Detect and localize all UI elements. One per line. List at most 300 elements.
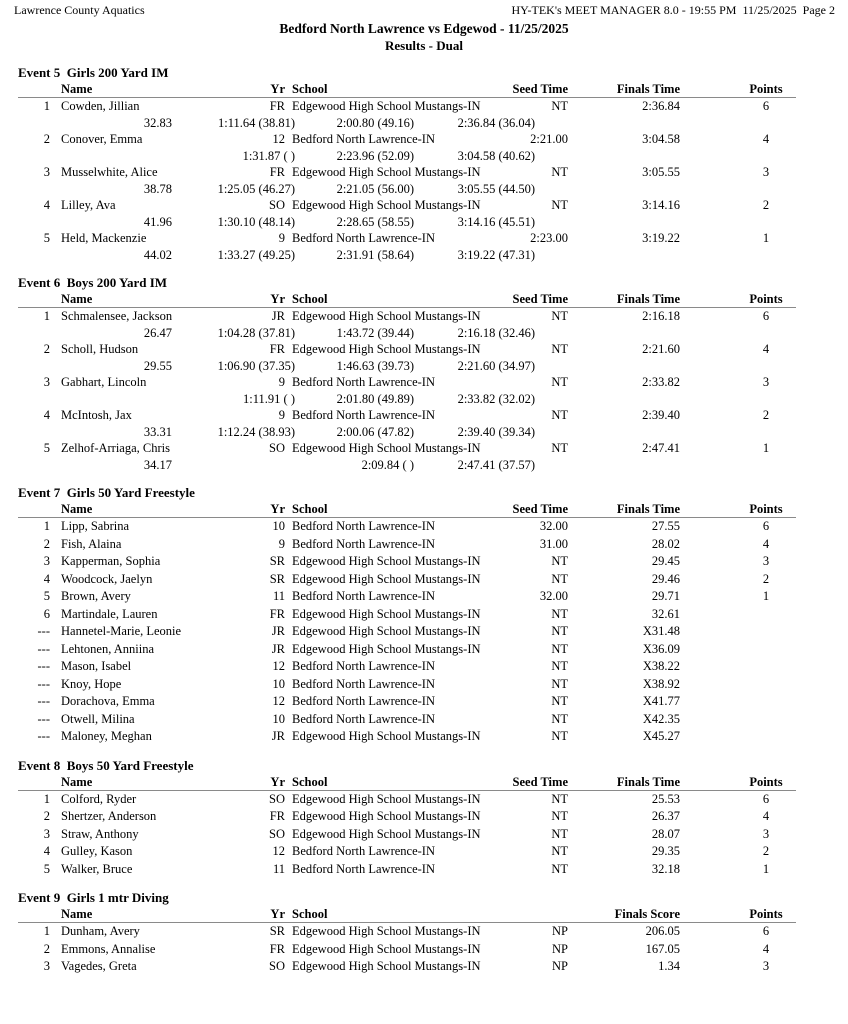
swimmer-name: Scholl, Hudson	[61, 342, 139, 356]
school-cell: Edgewood High School Mustangs-IN	[292, 571, 481, 586]
col-header-school: School	[292, 907, 328, 921]
place-cell: 3	[43, 959, 50, 973]
result-row	[18, 588, 796, 606]
event-section	[18, 485, 796, 746]
points-cell: 6	[762, 309, 770, 323]
year-cell: JR	[271, 641, 285, 656]
result-row	[18, 693, 796, 711]
result-row	[18, 98, 796, 116]
swimmer-name: Lehtonen, Anniina	[61, 641, 155, 656]
year-cell: SO	[269, 198, 285, 212]
points-cell: 4	[762, 342, 770, 356]
result-row	[18, 623, 796, 641]
place-cell: 1	[43, 309, 50, 323]
col-header-finals-time: Finals Time	[616, 292, 680, 306]
event-title: Event 9 Girls 1 mtr Diving	[18, 890, 169, 905]
col-header-finals-time: Finals Time	[616, 502, 680, 516]
swimmer-name: Martindale, Lauren	[61, 606, 158, 621]
year-cell: 9	[278, 231, 285, 245]
place-cell: 2	[43, 809, 50, 823]
points-cell: 4	[762, 536, 770, 551]
split-time: 1:46.63 (39.73)	[336, 358, 414, 373]
finals-time-cell: X36.09	[642, 641, 680, 656]
place-cell: 1	[43, 924, 50, 938]
splits-row	[18, 425, 796, 441]
split-time: 1:30.10 (48.14)	[217, 214, 295, 229]
school-cell: Bedford North Lawrence-IN	[292, 589, 435, 603]
place-cell: 4	[43, 198, 50, 212]
place-cell: ---	[37, 694, 50, 708]
place-cell: ---	[37, 729, 50, 743]
col-header-yr: Yr	[270, 502, 285, 516]
seed-time-cell: NT	[551, 99, 568, 113]
place-cell: 3	[43, 826, 50, 841]
swimmer-name: Maloney, Meghan	[61, 729, 152, 743]
result-row	[18, 553, 796, 571]
split-time: 1:11.91 ( )	[243, 391, 295, 406]
col-header-yr: Yr	[270, 292, 285, 306]
seed-time-cell: NT	[551, 861, 568, 876]
finals-time-cell: 2:21.60	[642, 342, 680, 356]
split-time: 32.83	[143, 115, 172, 130]
place-cell: ---	[37, 676, 50, 691]
school-cell: Edgewood High School Mustangs-IN	[292, 554, 481, 568]
year-cell: 9	[278, 536, 285, 551]
place-cell: 5	[43, 589, 50, 603]
finals-time-cell: 28.07	[651, 826, 680, 841]
splits-row	[18, 116, 796, 132]
school-cell: Edgewood High School Mustangs-IN	[292, 924, 481, 938]
finals-time-cell: 32.18	[651, 861, 680, 876]
col-header-name: Name	[61, 82, 93, 96]
split-time: 38.78	[143, 181, 172, 196]
finals-time-cell: 25.53	[651, 791, 680, 806]
school-cell: Edgewood High School Mustangs-IN	[292, 624, 481, 638]
school-cell: Bedford North Lawrence-IN	[292, 844, 435, 858]
swimmer-name: Schmalensee, Jackson	[61, 309, 173, 323]
place-cell: 5	[43, 231, 50, 245]
seed-time-cell: NT	[551, 694, 568, 708]
seed-time-cell: 32.00	[539, 519, 568, 533]
col-header-points: Points	[749, 774, 783, 789]
school-cell: Bedford North Lawrence-IN	[292, 231, 435, 245]
page-header	[0, 0, 848, 17]
school-cell: Edgewood High School Mustangs-IN	[292, 641, 481, 656]
col-header-school: School	[292, 774, 328, 789]
year-cell: FR	[269, 165, 285, 179]
finals-time-cell: 29.35	[651, 844, 680, 858]
seed-time-cell: 2:21.00	[530, 132, 568, 146]
split-time: 2:23.96 (52.09)	[336, 148, 414, 163]
result-row	[18, 341, 796, 359]
place-cell: 5	[43, 861, 50, 876]
swimmer-name: Zelhof-Arriaga, Chris	[61, 441, 170, 455]
seed-time-cell: NT	[551, 342, 568, 356]
year-cell: 11	[272, 589, 285, 603]
swimmer-name: Musselwhite, Alice	[61, 165, 158, 179]
seed-time-cell: NT	[551, 711, 568, 726]
splits-row	[18, 248, 796, 264]
points-cell	[736, 728, 796, 746]
result-row	[18, 861, 796, 879]
event-title: Event 8 Boys 50 Yard Freestyle	[18, 757, 194, 773]
swimmer-name: McIntosh, Jax	[61, 408, 132, 422]
swimmer-name: Hannetel-Marie, Leonie	[61, 624, 182, 638]
school-cell: Bedford North Lawrence-IN	[292, 536, 435, 551]
finals-time-cell: 29.46	[651, 571, 680, 586]
swimmer-name: Fish, Alaina	[61, 536, 122, 551]
finals-time-cell: X38.92	[642, 676, 680, 691]
school-cell: Edgewood High School Mustangs-IN	[292, 198, 481, 212]
points-cell: 2	[762, 408, 770, 422]
result-row	[18, 606, 796, 624]
swimmer-name: Mason, Isabel	[61, 659, 132, 673]
year-cell: FR	[269, 342, 285, 356]
split-time: 1:25.05 (46.27)	[217, 181, 295, 196]
results-header-row	[18, 292, 796, 308]
split-time: 2:39.40 (39.34)	[457, 424, 535, 439]
seed-time-cell: NP	[552, 924, 568, 938]
splits-row	[18, 359, 796, 375]
points-cell: 3	[762, 554, 770, 568]
col-header-seed-time: Seed Time	[512, 292, 568, 306]
splits-row	[18, 149, 796, 165]
finals-time-cell: 29.45	[651, 554, 680, 568]
year-cell: 12	[272, 132, 285, 146]
finals-time-cell: 3:04.58	[642, 132, 680, 146]
points-cell: 2	[762, 571, 770, 586]
year-cell: 11	[272, 861, 285, 876]
finals-time-cell: X42.35	[642, 711, 680, 726]
meet-title: Bedford North Lawrence vs Edgewod - 11/25/2025	[279, 21, 569, 36]
points-cell: 4	[762, 941, 770, 956]
split-time: 2:16.18 (32.46)	[457, 325, 535, 340]
points-cell	[736, 658, 796, 676]
results-header-row	[18, 82, 796, 98]
split-time: 2:31.91 (58.64)	[336, 247, 414, 262]
place-cell: 5	[43, 441, 50, 455]
col-header-points: Points	[749, 292, 783, 306]
col-header-points: Points	[749, 907, 783, 921]
col-header-yr: Yr	[270, 907, 285, 921]
result-row	[18, 536, 796, 554]
points-cell: 3	[762, 375, 770, 389]
result-row	[18, 676, 796, 694]
points-cell: 2	[762, 198, 770, 212]
split-time: 1:31.87 ( )	[242, 148, 295, 163]
school-cell: Edgewood High School Mustangs-IN	[292, 606, 481, 621]
place-cell: 3	[43, 554, 50, 568]
year-cell: SO	[269, 791, 285, 806]
col-header-school: School	[292, 82, 328, 96]
split-time: 2:47.41 (37.57)	[457, 457, 535, 472]
place-cell: 2	[43, 941, 50, 956]
seed-time-cell: NP	[552, 941, 568, 956]
seed-time-cell: NT	[551, 791, 568, 806]
year-cell: 10	[272, 519, 285, 533]
split-time: 1:43.72 (39.44)	[336, 325, 414, 340]
result-row	[18, 440, 796, 458]
col-header-name: Name	[61, 907, 93, 921]
seed-time-cell: NT	[551, 641, 568, 656]
col-header-name: Name	[61, 774, 93, 789]
result-row	[18, 958, 796, 976]
school-cell: Bedford North Lawrence-IN	[292, 375, 435, 389]
place-cell: 1	[43, 519, 50, 533]
result-row	[18, 131, 796, 149]
split-time: 1:04.28 (37.81)	[217, 325, 295, 340]
finals-time-cell: 3:14.16	[642, 198, 680, 212]
split-time: 2:00.06 (47.82)	[336, 424, 414, 439]
seed-time-cell: NT	[551, 809, 568, 823]
seed-time-cell: NT	[551, 441, 568, 455]
split-time: 33.31	[143, 424, 172, 439]
finals-time-cell: 2:39.40	[642, 408, 680, 422]
school-cell: Bedford North Lawrence-IN	[292, 519, 435, 533]
year-cell: SR	[269, 924, 285, 938]
swimmer-name: Lilley, Ava	[61, 198, 116, 212]
points-cell	[736, 606, 796, 624]
finals-time-cell: 27.55	[651, 519, 680, 533]
year-cell: SR	[269, 571, 285, 586]
year-cell: 10	[272, 676, 285, 691]
swimmer-name: Gulley, Kason	[61, 844, 133, 858]
split-time: 41.96	[143, 214, 172, 229]
result-row	[18, 308, 796, 326]
points-cell: 2	[762, 844, 770, 858]
swimmer-name: Woodcock, Jaelyn	[61, 571, 153, 586]
seed-time-cell: 32.00	[539, 589, 568, 603]
year-cell: FR	[269, 606, 285, 621]
swimmer-name: Cowden, Jillian	[61, 99, 140, 113]
split-time: 2:36.84 (36.04)	[457, 115, 535, 130]
col-header-school: School	[292, 292, 328, 306]
points-cell: 6	[762, 924, 770, 938]
result-row	[18, 407, 796, 425]
year-cell: SO	[269, 959, 285, 973]
school-cell: Edgewood High School Mustangs-IN	[292, 309, 481, 323]
place-cell: 6	[43, 606, 50, 621]
seed-time-cell: NT	[551, 198, 568, 212]
splits-row	[18, 182, 796, 198]
swimmer-name: Shertzer, Anderson	[61, 809, 157, 823]
swimmer-name: Conover, Emma	[61, 132, 143, 146]
finals-time-cell: 29.71	[651, 589, 680, 603]
result-row	[18, 230, 796, 248]
col-header-school: School	[292, 502, 328, 516]
result-row	[18, 711, 796, 729]
finals-time-cell: 206.05	[645, 924, 680, 938]
swimmer-name: Otwell, Milina	[61, 711, 135, 726]
result-row	[18, 728, 796, 746]
split-time: 1:06.90 (37.35)	[217, 358, 295, 373]
finals-time-cell: 28.02	[651, 536, 680, 551]
finals-time-cell: 167.05	[645, 941, 680, 956]
split-time: 1:11.64 (38.81)	[218, 115, 295, 130]
points-cell: 1	[762, 231, 770, 245]
year-cell: JR	[271, 729, 285, 743]
finals-time-cell: 32.61	[651, 606, 680, 621]
place-cell: 4	[43, 844, 50, 858]
col-header-seed-time: Seed Time	[512, 774, 568, 789]
events-container	[0, 65, 848, 976]
school-cell: Edgewood High School Mustangs-IN	[292, 809, 481, 823]
splits-row	[18, 326, 796, 342]
finals-time-cell: 26.37	[651, 809, 680, 823]
year-cell: 10	[272, 711, 285, 726]
school-cell: Bedford North Lawrence-IN	[292, 711, 435, 726]
points-cell: 4	[762, 809, 770, 823]
school-cell: Edgewood High School Mustangs-IN	[292, 826, 481, 841]
swimmer-name: Emmons, Annalise	[61, 941, 156, 956]
split-time: 3:19.22 (47.31)	[457, 247, 535, 262]
points-cell: 4	[762, 132, 770, 146]
split-time: 2:00.80 (49.16)	[336, 115, 414, 130]
year-cell: SO	[269, 441, 285, 455]
swimmer-name: Lipp, Sabrina	[61, 519, 130, 533]
meet-subtitle: Results - Dual	[384, 38, 463, 53]
seed-time-cell: NT	[551, 606, 568, 621]
event-section	[18, 890, 796, 976]
col-header-seed-time: Seed Time	[512, 82, 568, 96]
school-cell: Bedford North Lawrence-IN	[292, 132, 435, 146]
col-header-finals-time: Finals Time	[616, 774, 680, 789]
col-header-yr: Yr	[270, 774, 285, 789]
split-time: 3:04.58 (40.62)	[457, 148, 535, 163]
swimmer-name: Straw, Anthony	[61, 826, 139, 841]
splits-row	[18, 458, 796, 474]
place-cell: ---	[37, 711, 50, 726]
result-row	[18, 571, 796, 589]
swimmer-name: Kapperman, Sophia	[61, 554, 161, 568]
points-cell	[736, 676, 796, 694]
points-cell: 3	[762, 959, 770, 973]
event-title: Event 7 Girls 50 Yard Freestyle	[18, 485, 195, 500]
swimmer-name: Walker, Bruce	[61, 861, 133, 876]
seed-time-cell: NT	[551, 375, 568, 389]
seed-time-cell: NT	[551, 571, 568, 586]
finals-time-cell: X41.77	[642, 694, 680, 708]
col-header-name: Name	[61, 502, 93, 516]
swimmer-name: Colford, Ryder	[61, 791, 137, 806]
seed-time-cell: NT	[551, 844, 568, 858]
col-header-finals-time: Finals Score	[614, 907, 680, 921]
points-cell: 1	[762, 861, 770, 876]
col-header-points: Points	[749, 82, 783, 96]
swimmer-name: Brown, Avery	[61, 589, 131, 603]
col-header-points: Points	[749, 502, 783, 516]
result-row	[18, 518, 796, 536]
year-cell: FR	[269, 941, 285, 956]
seed-time-cell: 2:23.00	[530, 231, 568, 245]
place-cell: 4	[43, 571, 50, 586]
col-header-seed-time: Seed Time	[512, 502, 568, 516]
place-cell: 1	[43, 99, 50, 113]
seed-time-cell: NT	[551, 729, 568, 743]
result-row	[18, 658, 796, 676]
swimmer-name: Vagedes, Greta	[61, 959, 137, 973]
year-cell: JR	[271, 309, 285, 323]
facility-name: Lawrence County Aquatics	[14, 3, 145, 17]
seed-time-cell: 31.00	[539, 536, 568, 551]
split-time: 1:12.24 (38.93)	[217, 424, 295, 439]
finals-time-cell: 2:36.84	[642, 99, 680, 113]
seed-time-cell: NT	[551, 309, 568, 323]
event-section	[18, 758, 796, 879]
split-time: 2:28.65 (58.55)	[336, 214, 414, 229]
points-cell: 6	[762, 99, 770, 113]
seed-time-cell: NT	[551, 165, 568, 179]
finals-time-cell: X38.22	[642, 659, 680, 673]
year-cell: 9	[278, 375, 285, 389]
swimmer-name: Knoy, Hope	[61, 676, 122, 691]
split-time: 2:21.05 (56.00)	[336, 181, 414, 196]
finals-time-cell: 1.34	[658, 959, 680, 973]
place-cell: ---	[37, 659, 50, 673]
result-row	[18, 641, 796, 659]
seed-time-cell: NT	[551, 659, 568, 673]
result-row	[18, 791, 796, 809]
swimmer-name: Dorachova, Emma	[61, 694, 155, 708]
points-cell: 1	[762, 441, 770, 455]
points-cell	[736, 693, 796, 711]
seed-time-cell: NT	[551, 826, 568, 841]
split-time: 3:05.55 (44.50)	[457, 181, 535, 196]
points-cell: 3	[762, 826, 770, 841]
event-section	[18, 275, 796, 473]
split-time: 2:09.84 ( )	[361, 457, 414, 472]
points-cell	[736, 623, 796, 641]
points-cell: 6	[762, 791, 770, 806]
place-cell: 4	[43, 408, 50, 422]
school-cell: Bedford North Lawrence-IN	[292, 694, 435, 708]
swimmer-name: Held, Mackenzie	[61, 231, 147, 245]
split-time	[18, 149, 172, 165]
year-cell: SR	[269, 554, 285, 568]
year-cell: 12	[272, 659, 285, 673]
points-cell: 6	[762, 519, 770, 533]
results-header-row	[18, 907, 796, 923]
place-cell: 2	[43, 342, 50, 356]
school-cell: Edgewood High School Mustangs-IN	[292, 441, 481, 455]
place-cell: 2	[43, 536, 50, 551]
finals-time-cell: 2:47.41	[642, 441, 680, 455]
year-cell: 12	[272, 694, 285, 708]
school-cell: Edgewood High School Mustangs-IN	[292, 99, 481, 113]
split-time: 1:33.27 (49.25)	[217, 247, 295, 262]
seed-time-cell: NP	[552, 959, 568, 973]
seed-time-cell: NT	[551, 624, 568, 638]
seed-time-cell: NT	[551, 554, 568, 568]
result-row	[18, 197, 796, 215]
year-cell: SO	[269, 826, 285, 841]
year-cell: FR	[269, 99, 285, 113]
split-time: 44.02	[143, 247, 172, 262]
finals-time-cell: X31.48	[642, 624, 680, 638]
place-cell: 3	[43, 165, 50, 179]
points-cell	[736, 641, 796, 659]
results-header-row	[18, 502, 796, 518]
school-cell: Bedford North Lawrence-IN	[292, 861, 435, 876]
result-row	[18, 164, 796, 182]
result-row	[18, 808, 796, 826]
result-row	[18, 374, 796, 392]
split-time: 26.47	[143, 325, 172, 340]
year-cell: 12	[272, 844, 285, 858]
swimmer-name: Dunham, Avery	[61, 924, 140, 938]
split-time: 2:01.80 (49.89)	[336, 391, 414, 406]
place-cell: 2	[43, 132, 50, 146]
